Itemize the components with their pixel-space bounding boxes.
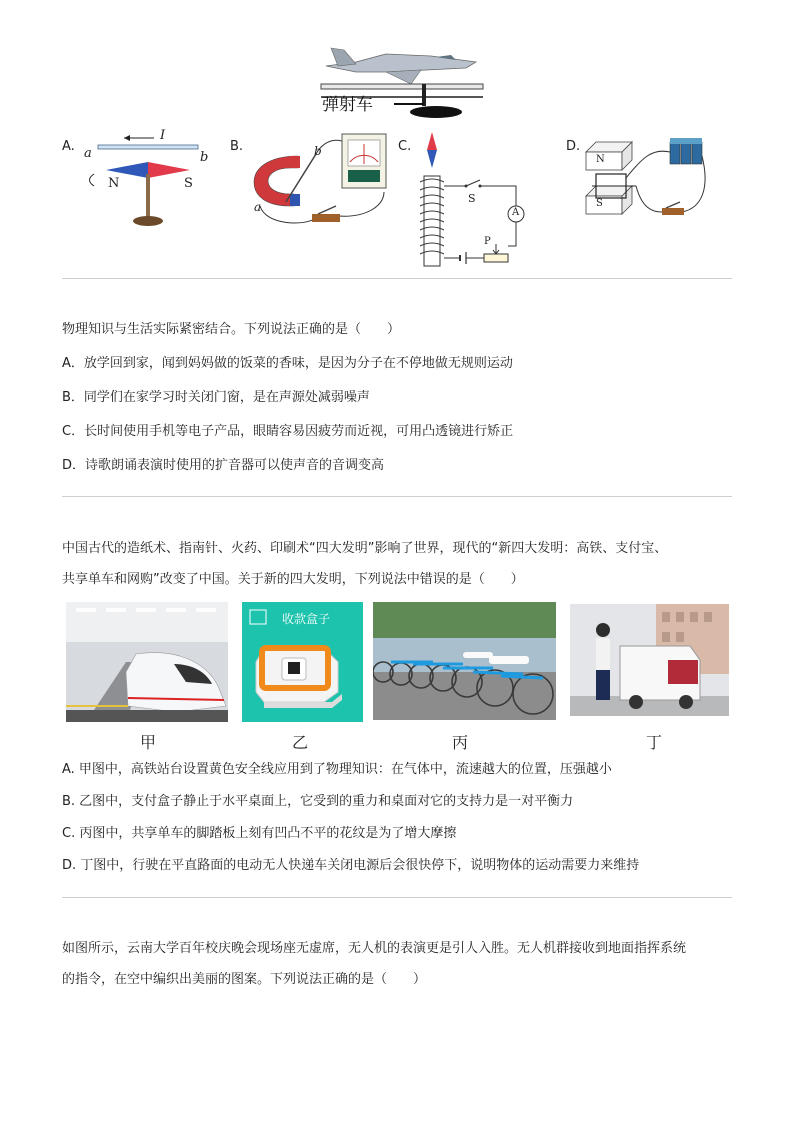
- question-1-option-a: A．放学回到家，闻到妈妈做的饭菜的香味，是因为分子在不停地做无规则运动: [62, 356, 513, 371]
- figure-a-end-a: a: [84, 146, 92, 161]
- figure-a-end-b: b: [200, 150, 209, 165]
- photo-caption-bing: 丙: [452, 733, 469, 752]
- question-1-option-b: B．同学们在家学习时关闭门窗，是在声源处减弱噪声: [62, 390, 370, 405]
- figure-option-c: C.: [398, 139, 412, 154]
- figure-d-south: S: [596, 198, 603, 209]
- photo-caption-jia: 甲: [140, 733, 157, 752]
- question-2-option-a: A. 甲图中，高铁站台设置黄色安全线应用到了物理知识：在气体中，流速越大的位置，压强越小: [62, 762, 612, 777]
- figure-a-oersted: [80, 128, 220, 232]
- question-2-option-d: D. 丁图中，行驶在平直路面的电动无人快递车关闭电源后会很快停下，说明物体的运动需要力来维持: [62, 858, 640, 873]
- photo-delivery-robot: [570, 604, 729, 716]
- photo-payment-box: [242, 602, 363, 722]
- figure-option-a: A.: [62, 139, 75, 154]
- question-2-stem-line1: 中国古代的造纸术、指南针、火药、印刷术“四大发明”影响了世界，现代的“新四大发明：高铁、支付宝、: [62, 541, 668, 556]
- figure-a-current-label: I: [160, 128, 166, 143]
- figure-a-south: S: [184, 176, 193, 191]
- figure-c-electromagnet: [414, 130, 534, 270]
- question-3-stem-line1: 如图所示，云南大学百年校庆晚会现场座无虚席，无人机的表演更是引人入胜。无人机群接收到地面指挥系统: [62, 941, 687, 956]
- figure-b-end-b: b: [314, 144, 322, 158]
- divider-2: [62, 496, 732, 497]
- question-2-stem-line2: 共享单车和网购”改变了中国。关于新的四大发明，下列说法中错误的是（ ）: [62, 572, 524, 587]
- figure-c-slider-label: P: [484, 236, 491, 247]
- question-1-option-d: D．诗歌朗诵表演时使用的扩音器可以使声音的音调变高: [62, 458, 385, 473]
- photo-caption-ding: 丁: [646, 733, 663, 752]
- question-2-option-b: B. 乙图中，支付盒子静止于水平桌面上，它受到的重力和桌面对它的支持力是一对平衡力: [62, 794, 574, 809]
- figure-option-d: D.: [566, 139, 581, 154]
- figure-option-b: B.: [230, 139, 244, 154]
- figure-a-north: N: [108, 176, 120, 191]
- figure-b-end-a: a: [254, 200, 262, 214]
- photo-shared-bikes: [373, 602, 556, 720]
- figure-c-ammeter-label: A: [512, 207, 520, 218]
- photo-high-speed-train: [66, 602, 228, 722]
- payment-box-text: 收款盒子: [282, 612, 331, 626]
- divider-3: [62, 897, 732, 898]
- figure-c-switch-label: S: [468, 192, 476, 205]
- figure-d-motor: [582, 128, 712, 224]
- photo-caption-yi: 乙: [292, 733, 309, 752]
- question-1-option-c: C．长时间使用手机等电子产品，眼睛容易因疲劳而近视，可用凸透镜进行矫正: [62, 424, 514, 439]
- question-2-option-c: C. 丙图中，共享单车的脚踏板上刻有凹凸不平的花纹是为了增大摩擦: [62, 826, 457, 841]
- divider-1: [62, 278, 732, 279]
- catapult-label: 弹射车: [322, 95, 373, 115]
- figure-b-induction: [246, 126, 394, 236]
- figure-d-north: N: [596, 154, 605, 165]
- question-1-stem: 物理知识与生活实际紧密结合。下列说法正确的是（ ）: [62, 322, 401, 337]
- question-3-stem-line2: 的指令，在空中编织出美丽的图案。下列说法正确的是（ ）: [62, 972, 427, 987]
- catapult-figure: [316, 40, 486, 124]
